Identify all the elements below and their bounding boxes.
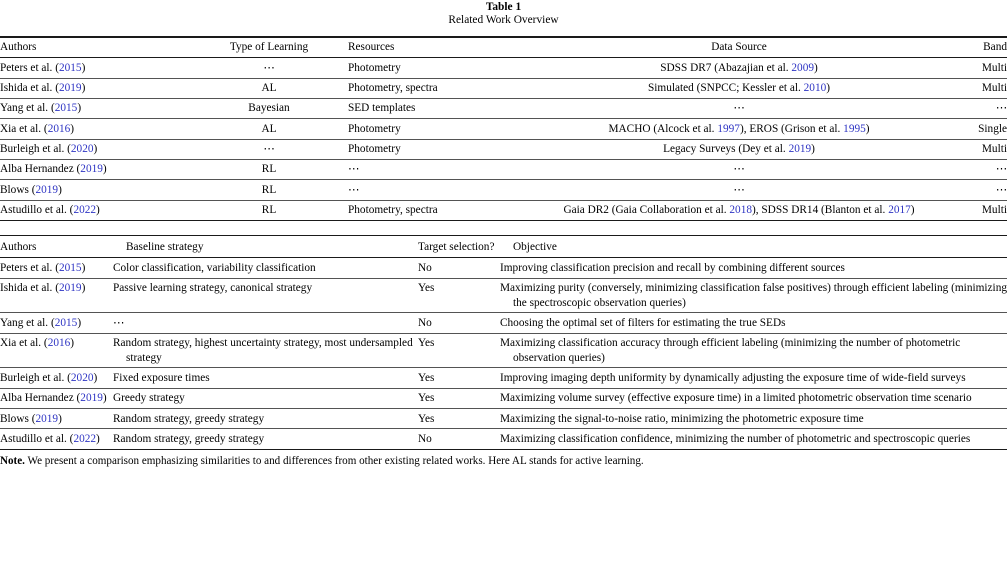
author-year-link[interactable]: 2015 (54, 102, 78, 115)
cell-baseline-strategy: Color classification, variability classification (126, 258, 418, 278)
author-year-link[interactable]: 2019 (80, 163, 103, 176)
table-gap (0, 221, 1007, 235)
cell-author: Peters et al. (2015) (0, 258, 126, 278)
table-row (0, 139, 1007, 159)
author-name: Xia et al. (0, 122, 44, 135)
cell-data-source (524, 98, 954, 118)
author-name: Burleigh et al. (0, 143, 68, 156)
citation-text: ) (826, 82, 830, 95)
cell-baseline-strategy: Random strategy, greedy strategy (126, 409, 418, 429)
table-row (0, 200, 1007, 220)
cell-objective: Maximizing purity (conversely, minimizing classification false positives) through efficient labeling (minimizing the spectroscopic observation queries) (513, 278, 1007, 313)
cell-target-selection: No (418, 313, 513, 333)
table-row (0, 58, 1007, 78)
author-year-link[interactable]: 2019 (35, 183, 59, 196)
author-year-link[interactable]: 2015 (58, 261, 82, 274)
cell-resources: Photometry (348, 139, 524, 159)
cell-author: Blows (2019) (0, 180, 190, 200)
citation-year-link[interactable]: 2018 (729, 204, 752, 217)
cell-data-source (524, 139, 954, 159)
cell-baseline-strategy: ⋯ (126, 313, 418, 333)
citation-text: ⋯ (733, 183, 745, 196)
table1-header-type: Type of Learning (190, 38, 348, 58)
cell-objective: Maximizing classification accuracy through efficient labeling (minimizing the number of photometric observation queries) (513, 333, 1007, 368)
author-year-link[interactable]: 2016 (47, 122, 71, 135)
cell-target-selection: Yes (418, 278, 513, 313)
related-work-overview-table-part2 (0, 235, 1007, 450)
cell-target-selection: Yes (418, 388, 513, 408)
cell-type-of-learning: AL (190, 119, 348, 139)
cell-data-source (524, 58, 954, 78)
table-row (0, 78, 1007, 98)
cell-author: Ishida et al. (2019) (0, 278, 126, 313)
table2-header-target: Target selection? (418, 236, 513, 258)
table-row (0, 278, 1007, 313)
cell-band: ⋯ (954, 159, 1007, 179)
cell-author: Xia et al. (2016) (0, 333, 126, 368)
table-row (0, 388, 1007, 408)
author-name: Yang et al. (0, 102, 51, 115)
author-year-link[interactable]: 2015 (58, 61, 82, 74)
author-name: Xia et al. (0, 337, 44, 350)
table2-header-authors: Authors (0, 236, 126, 258)
cell-band: ⋯ (954, 98, 1007, 118)
citation-text: ), EROS (Grison et al. (739, 122, 844, 135)
cell-data-source (524, 119, 954, 139)
author-name: Blows (0, 183, 32, 196)
author-name: Blows (0, 412, 32, 425)
author-name: Alba Hernandez (0, 163, 77, 176)
citation-text: Simulated (SNPCC; Kessler et al. (648, 82, 804, 95)
citation-text: SDSS DR7 (Abazajian et al. (660, 61, 792, 74)
cell-objective: Maximizing volume survey (effective exposure time) in a limited photometric observation time scenario (513, 388, 1007, 408)
cell-objective: Maximizing classification confidence, minimizing the number of photometric and spectroscopic queries (513, 429, 1007, 449)
table-row (0, 98, 1007, 118)
cell-objective: Improving imaging depth uniformity by dynamically adjusting the exposure time of wide-field surveys (513, 368, 1007, 388)
cell-target-selection: No (418, 429, 513, 449)
cell-author: Peters et al. (2015) (0, 58, 190, 78)
table-row (0, 180, 1007, 200)
table-row (0, 368, 1007, 388)
cell-author: Yang et al. (2015) (0, 98, 190, 118)
author-year-link[interactable]: 2019 (35, 412, 59, 425)
cell-data-source (524, 159, 954, 179)
citation-year-link[interactable]: 2017 (888, 204, 911, 217)
author-year-link[interactable]: 2019 (58, 282, 82, 295)
note-label: Note. (0, 454, 25, 467)
cell-objective: Maximizing the signal-to-noise ratio, minimizing the photometric exposure time (513, 409, 1007, 429)
citation-text: ⋯ (733, 163, 745, 176)
citation-year-link[interactable]: 2019 (788, 143, 812, 156)
author-year-link[interactable]: 2015 (54, 316, 78, 329)
citation-year-link[interactable]: 1997 (717, 122, 740, 135)
author-name: Astudillo et al. (0, 432, 70, 445)
cell-band: Multi (954, 139, 1007, 159)
cell-objective: Choosing the optimal set of filters for estimating the true SEDs (513, 313, 1007, 333)
cell-resources: Photometry, spectra (348, 78, 524, 98)
table1-body (0, 58, 1007, 221)
citation-text: MACHO (Alcock et al. (608, 122, 718, 135)
table-row (0, 313, 1007, 333)
author-name: Peters et al. (0, 61, 56, 74)
cell-author: Alba Hernandez (2019) (0, 159, 190, 179)
table1-header-band: Band (954, 38, 1007, 58)
cell-target-selection: Yes (418, 368, 513, 388)
table2-header-row (0, 236, 1007, 258)
cell-data-source (524, 180, 954, 200)
cell-author: Burleigh et al. (2020) (0, 139, 190, 159)
cell-author: Astudillo et al. (2022) (0, 429, 126, 449)
citation-text: Gaia DR2 (Gaia Collaboration et al. (563, 204, 730, 217)
cell-type-of-learning: RL (190, 159, 348, 179)
author-name: Ishida et al. (0, 82, 56, 95)
cell-target-selection: Yes (418, 333, 513, 368)
table1-header-authors: Authors (0, 38, 190, 58)
table-number: Table 1 (485, 1, 522, 13)
note-text: We present a comparison emphasizing similarities to and differences from other existing related works. Here AL stands for active learning. (24, 454, 644, 467)
citation-text: ) (813, 61, 818, 74)
cell-target-selection: Yes (418, 409, 513, 429)
author-name: Yang et al. (0, 316, 51, 329)
cell-author: Burleigh et al. (2020) (0, 368, 126, 388)
author-year-link[interactable]: 2020 (70, 371, 94, 384)
cell-baseline-strategy: Passive learning strategy, canonical strategy (126, 278, 418, 313)
table1-header-data-source: Data Source (524, 38, 954, 58)
table2-header-objective: Objective (513, 236, 1007, 258)
citation-text: ⋯ (733, 102, 745, 115)
cell-author: Blows (2019) (0, 409, 126, 429)
cell-resources: Photometry (348, 119, 524, 139)
author-name: Burleigh et al. (0, 371, 68, 384)
cell-type-of-learning: ⋯ (190, 58, 348, 78)
table1-header-resources: Resources (348, 38, 524, 58)
author-name: Ishida et al. (0, 282, 56, 295)
cell-band: Multi (954, 200, 1007, 220)
table-row (0, 409, 1007, 429)
table2-header-baseline: Baseline strategy (126, 236, 418, 258)
cell-objective: Improving classification precision and recall by combining different sources (513, 258, 1007, 278)
author-year-link[interactable]: 2016 (47, 337, 71, 350)
cell-author: Alba Hernandez (2019) (0, 388, 126, 408)
cell-author: Xia et al. (2016) (0, 119, 190, 139)
author-year-link[interactable]: 2022 (73, 432, 97, 445)
citation-text: Legacy Surveys (Dey et al. (663, 143, 789, 156)
cell-band: Single (954, 119, 1007, 139)
related-work-overview-table-part1 (0, 38, 1007, 221)
cell-type-of-learning: RL (190, 180, 348, 200)
cell-type-of-learning: Bayesian (190, 98, 348, 118)
cell-author: Astudillo et al. (2022) (0, 200, 190, 220)
citation-text: ), SDSS DR14 (Blanton et al. (751, 204, 889, 217)
table2-body (0, 258, 1007, 449)
table-title: Related Work Overview (448, 14, 559, 27)
cell-resources: Photometry, spectra (348, 200, 524, 220)
cell-baseline-strategy: Greedy strategy (126, 388, 418, 408)
citation-text: ) (865, 122, 870, 135)
author-name: Peters et al. (0, 261, 56, 274)
cell-resources: SED templates (348, 98, 524, 118)
table1-header-row (0, 38, 1007, 58)
author-year-link[interactable]: 2019 (80, 392, 103, 405)
table-row (0, 119, 1007, 139)
cell-resources: ⋯ (348, 180, 524, 200)
table-caption (0, 0, 1007, 28)
cell-type-of-learning: RL (190, 200, 348, 220)
table-row (0, 429, 1007, 449)
cell-type-of-learning: AL (190, 78, 348, 98)
cell-band: Multi (954, 78, 1007, 98)
cell-type-of-learning: ⋯ (190, 139, 348, 159)
table-row (0, 258, 1007, 278)
cell-target-selection: No (418, 258, 513, 278)
author-year-link[interactable]: 2019 (58, 82, 82, 95)
cell-baseline-strategy: Fixed exposure times (126, 368, 418, 388)
cell-author: Yang et al. (2015) (0, 313, 126, 333)
cell-baseline-strategy: Random strategy, greedy strategy (126, 429, 418, 449)
citation-text: ) (910, 204, 915, 217)
author-year-link[interactable]: 2020 (70, 143, 94, 156)
cell-data-source (524, 78, 954, 98)
cell-band: ⋯ (954, 180, 1007, 200)
cell-baseline-strategy: Random strategy, highest uncertainty strategy, most undersampled strategy (126, 333, 418, 368)
cell-author: Ishida et al. (2019) (0, 78, 190, 98)
author-name: Alba Hernandez (0, 392, 77, 405)
table-row (0, 159, 1007, 179)
table-row (0, 333, 1007, 368)
cell-band: Multi (954, 58, 1007, 78)
cell-resources: ⋯ (348, 159, 524, 179)
citation-year-link[interactable]: 2010 (803, 82, 827, 95)
author-name: Astudillo et al. (0, 204, 70, 217)
table-note (0, 455, 1007, 469)
cell-resources: Photometry (348, 58, 524, 78)
citation-year-link[interactable]: 2009 (791, 61, 814, 74)
author-year-link[interactable]: 2022 (73, 204, 97, 217)
cell-data-source (524, 200, 954, 220)
citation-year-link[interactable]: 1995 (843, 122, 866, 135)
citation-text: ) (811, 143, 815, 156)
